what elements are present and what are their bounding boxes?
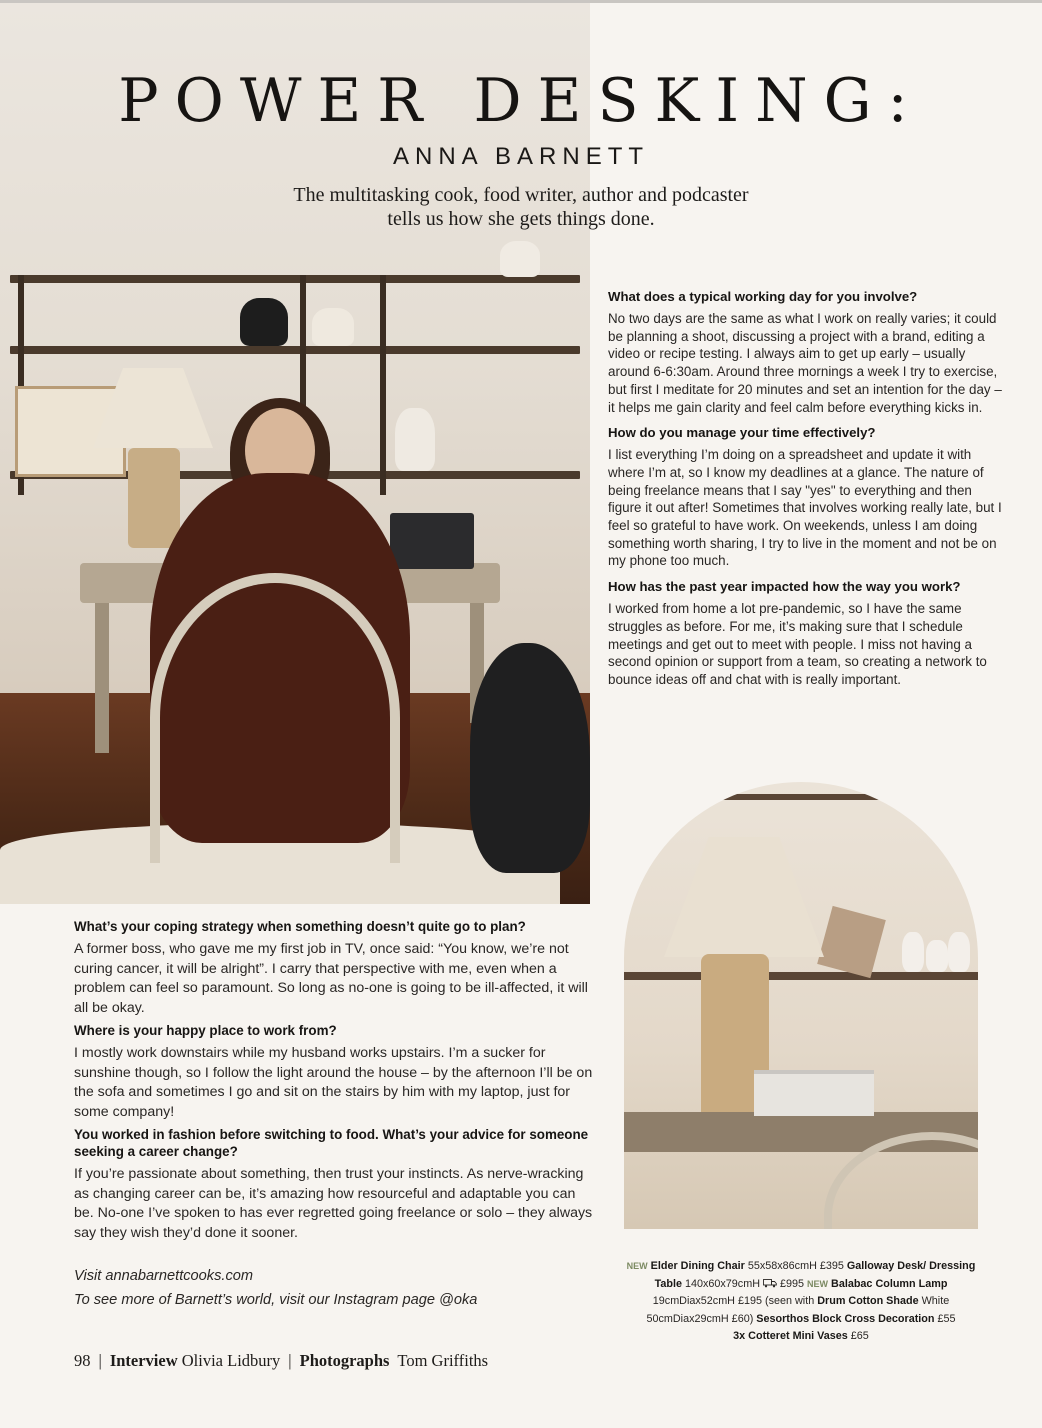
visit-note <box>74 1264 594 1312</box>
interview-label: Interview <box>109 1351 178 1370</box>
product-name: Sesorthos Block Cross Decoration <box>756 1312 935 1325</box>
shelf-upright <box>380 275 386 495</box>
lamp-shade <box>93 368 213 448</box>
product-detail: £65 <box>850 1330 869 1342</box>
product-name: 3x Cotteret Mini Vases <box>733 1330 848 1342</box>
subject-name: ANNA BARNETT <box>392 143 650 170</box>
question: What’s your coping strategy when something doesn’t quite go to plan? <box>74 919 526 934</box>
answer: No two days are the same as what I work on really varies; it could be planning a shoot, discussing a project with a brand, editing a video or recipe testing. I always aim to get up early – usually around 6-6:30am. Around three mornings a week I try to exercise, but first I meditate for 20 minutes and set an intention for the day – it helps me gain clarity and feel calm before everything kicks in. <box>608 311 1002 415</box>
product-detail: 19cmDiax52cmH £195 (seen with <box>652 1295 815 1307</box>
answer: I worked from home a lot pre-pandemic, so I have the same struggles as before. For me, it’s making sure that I schedule meetings and get out to meet with people. I miss not having a second opinion or support from a team, so creating a network to bounce ideas off and chat with is really important. <box>608 601 987 687</box>
mini-vase <box>948 932 970 972</box>
interview-name: Olivia Lidbury <box>181 1351 281 1370</box>
product-detail: 140x60x79cmH <box>684 1277 760 1290</box>
product-detail: White 50cmDiax29cmH £60) <box>646 1295 950 1325</box>
product-caption <box>612 1258 990 1346</box>
standfirst-line: The multitasking cook, food writer, author and podcaster <box>293 184 749 206</box>
footer-separator: | <box>288 1351 292 1370</box>
product-price: £995 <box>780 1277 805 1290</box>
block-cross-decoration <box>817 906 886 978</box>
dog <box>470 643 590 873</box>
question: You worked in fashion before switching to food. What’s your advice for someone seeking a career change? <box>74 1127 589 1159</box>
product-detail: 55x58x86cmH £395 <box>747 1260 844 1272</box>
desk-leg <box>95 603 109 753</box>
qa-left-column <box>74 918 594 1247</box>
laptop <box>390 513 474 569</box>
answer: If you’re passionate about something, then trust your instincts. As nerve-wracking as changing career can be, it’s amazing how resourceful and adaptable you can be. No-one I’ve spoken to has ever regretted going freelance or solo – they always say they wish they’d done it sooner. <box>74 1166 593 1241</box>
answer: I mostly work downstairs while my husband works upstairs. I’m a sucker for sunshine though, so I follow the light around the house – by the afternoon I’ll be on the sofa and sometimes I go and sit on the stairs by him with my laptop, just for some company! <box>74 1045 593 1120</box>
page-number: 98 <box>74 1351 91 1370</box>
delivery-truck-icon <box>763 1278 777 1290</box>
product-name: Elder Dining Chair <box>650 1260 745 1272</box>
mini-vase <box>926 940 948 972</box>
black-vase <box>240 298 288 346</box>
product-name: Galloway Desk/ Dressing Table <box>654 1260 976 1290</box>
white-jug <box>500 241 540 277</box>
product-name: Drum Cotton Shade <box>817 1295 919 1307</box>
white-jar <box>312 308 354 346</box>
question: How do you manage your time effectively? <box>608 425 876 441</box>
standfirst-line: tells us how she gets things done. <box>387 208 655 230</box>
books <box>754 1070 874 1116</box>
product-name: Balabac Column Lamp <box>831 1277 948 1290</box>
new-badge: NEW <box>626 1261 648 1271</box>
hero-photo-anna-at-desk <box>0 3 590 904</box>
page-title: POWER DESKING: <box>118 66 924 136</box>
drum-cotton-shade <box>664 837 824 957</box>
answer: A former boss, who gave me my first job in TV, once said: “You know, we’re not curing cancer, it will be alright”. I carry that perspective with me, even when a problem can feel so paramount. So long as no-one is going to be ill-affected, it will all be okay. <box>74 941 588 1016</box>
qa-right-column <box>608 288 1008 697</box>
question: Where is your happy place to work from? <box>74 1023 337 1038</box>
answer: I list everything I’m doing on a spreadsheet and update it with where I’m at, so I know my deadlines at a glance. The nature of being freelance means that I say "yes" to everything and then figure it out after! Sometimes that involves working really late, but I feel so grateful to have work. On weekends, unless I am doing something worth sharing, I try to live in the moment and not be on my phone too much. <box>608 447 1002 569</box>
white-vase <box>395 408 435 471</box>
shelf <box>624 972 978 980</box>
lamp-base <box>128 448 180 548</box>
shelf <box>10 346 580 354</box>
page-footer <box>74 1351 488 1371</box>
footer-separator: | <box>98 1351 102 1370</box>
wooden-chair <box>150 573 400 863</box>
mini-vase <box>902 932 924 972</box>
new-badge: NEW <box>807 1278 829 1289</box>
instagram-note: To see more of Barnett’s world, visit our Instagram page @oka <box>74 1292 478 1308</box>
product-photo-arch <box>624 782 978 1229</box>
question: What does a typical working day for you involve? <box>608 289 918 304</box>
question: How has the past year impacted how the way you work? <box>608 579 961 595</box>
shelf <box>10 275 580 283</box>
standfirst <box>221 183 821 231</box>
website-link[interactable]: Visit annabarnettcooks.com <box>74 1268 254 1284</box>
product-detail: £55 <box>937 1312 956 1325</box>
photographs-label: Photographs <box>299 1351 390 1370</box>
shelf <box>624 794 978 800</box>
photographs-name: Tom Griffiths <box>397 1351 489 1370</box>
